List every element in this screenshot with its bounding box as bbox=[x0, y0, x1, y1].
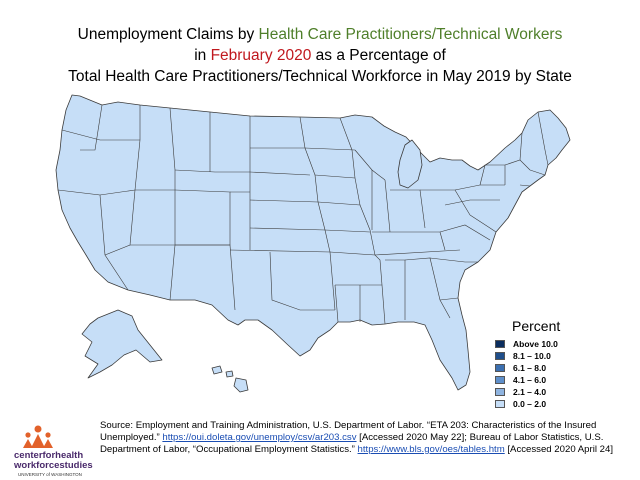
source-citation: Source: Employment and Training Administration, U.S. Department of Labor. “ETA 203: Characteristics of the Insured Unemployed.” https://oui.doleta.gov/unemploy/csv/ar203.csv [Accessed 2020 May 22]; Bureau of Labor Statistics, U.S. Department of Labor, “Occupational Employment Statistics.” https://www.bls.gov/oes/tables.htm [Accessed 2020 April 24] bbox=[100, 420, 613, 455]
legend-item: 8.1 – 10.0 bbox=[495, 350, 605, 361]
title-month: February 2020 bbox=[210, 47, 312, 64]
legend-item: 4.1 – 6.0 bbox=[495, 374, 605, 385]
title-line-2: in February 2020 as a Percentage of bbox=[194, 47, 446, 64]
legend-item: 0.0 – 2.0 bbox=[495, 398, 605, 409]
legend-item: 2.1 – 4.0 bbox=[495, 386, 605, 397]
hawaii-3 bbox=[234, 378, 248, 392]
bls-oes-link[interactable]: https://www.bls.gov/oes/tables.htm bbox=[357, 444, 505, 455]
legend-swatch bbox=[495, 376, 505, 384]
cwhs-logo bbox=[14, 424, 94, 477]
title-line-1: Unemployment Claims by Health Care Practitioners/Technical Workers bbox=[77, 26, 563, 43]
legend-swatch bbox=[495, 352, 505, 360]
eta-203-link[interactable]: https://oui.doleta.gov/unemploy/csv/ar203.csv bbox=[162, 432, 357, 443]
title-occupation: Health Care Practitioners/Technical Workers bbox=[258, 26, 563, 43]
legend-item: 6.1 – 8.0 bbox=[495, 362, 605, 373]
legend-swatch bbox=[495, 388, 505, 396]
logo-line-2: workforcestudies bbox=[14, 460, 93, 471]
logo-line-1: centerforhealth bbox=[14, 450, 84, 461]
logo-line-3: UNIVERSITY of WASHINGTON bbox=[18, 472, 82, 477]
legend-title: Percent bbox=[512, 318, 561, 334]
logo-figures-icon bbox=[14, 424, 74, 450]
title-line-3: Total Health Care Practitioners/Technical Workforce in May 2019 by State bbox=[68, 68, 572, 85]
legend-swatch bbox=[495, 364, 505, 372]
legend-item: Above 10.0 bbox=[495, 338, 605, 349]
legend bbox=[495, 318, 605, 410]
alaska bbox=[82, 310, 162, 378]
legend-swatch bbox=[495, 340, 505, 348]
hawaii-1 bbox=[212, 366, 222, 374]
hawaii-2 bbox=[226, 371, 233, 377]
legend-swatch bbox=[495, 400, 505, 408]
